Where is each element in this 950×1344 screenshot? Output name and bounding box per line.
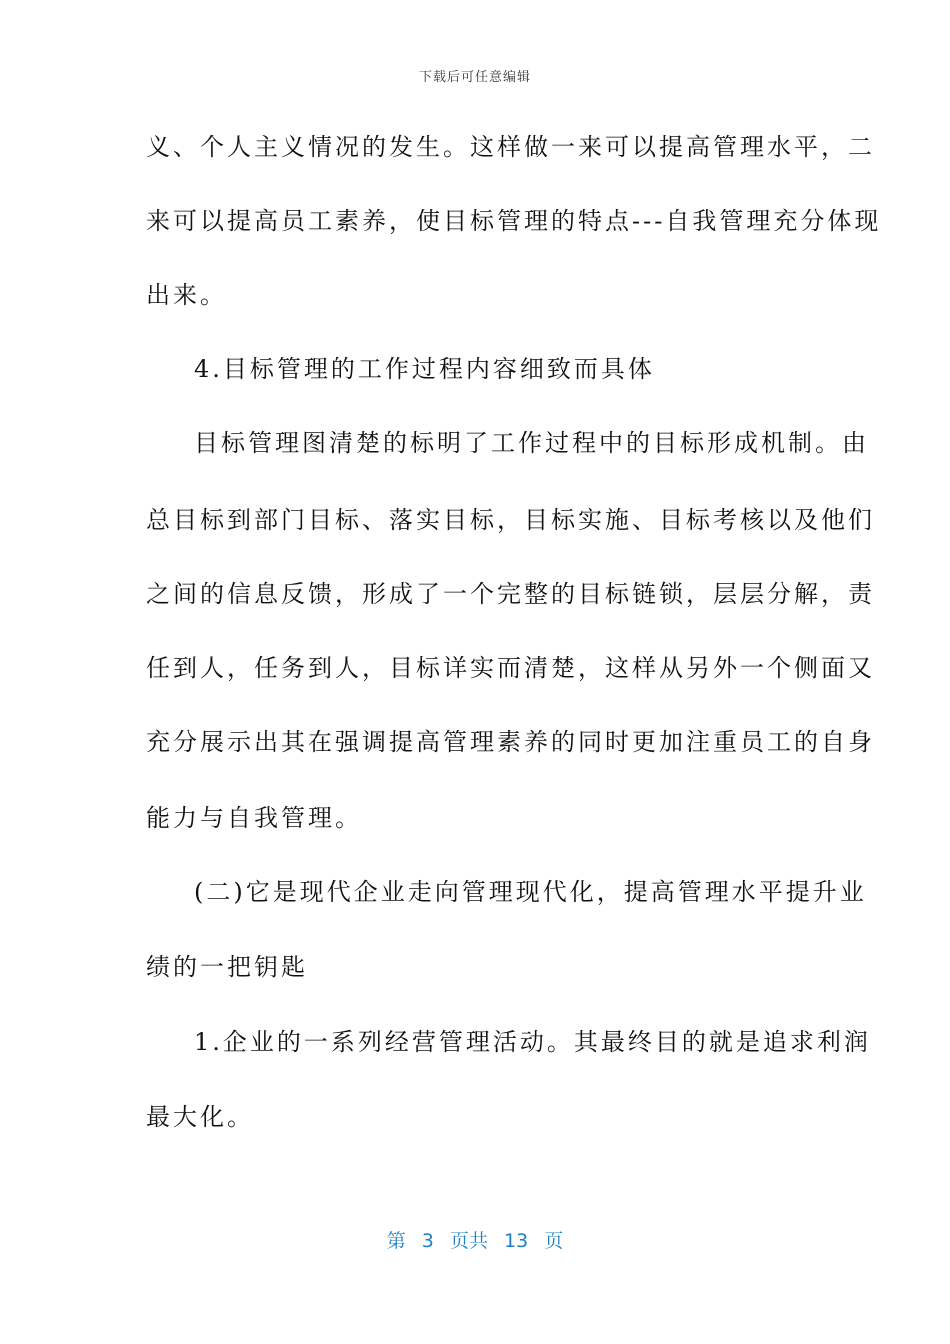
- body-line: 来可以提高员工素养，使目标管理的特点---自我管理充分体现: [146, 207, 882, 235]
- header-note: 下载后可任意编辑: [418, 70, 531, 85]
- total-page-count: 13: [504, 1230, 529, 1252]
- page-number-footer: [0, 1226, 950, 1253]
- footer-suffix: 页: [544, 1230, 564, 1252]
- section-heading: 1.企业的一系列经营管理活动。其最终目的就是追求利润: [194, 1028, 871, 1056]
- current-page-number: 3: [421, 1230, 434, 1252]
- body-line: 出来。: [146, 281, 227, 309]
- body-line: 之间的信息反馈，形成了一个完整的目标链锁，层层分解，责: [146, 580, 875, 608]
- body-line: 总目标到部门目标、落实目标，目标实施、目标考核以及他们: [146, 506, 875, 534]
- body-line: 充分展示出其在强调提高管理素养的同时更加注重员工的自身: [146, 728, 875, 756]
- body-line: 绩的一把钥匙: [146, 953, 308, 981]
- section-heading: (二)它是现代企业走向管理现代化，提高管理水平提升业: [194, 878, 867, 906]
- footer-prefix: 第: [386, 1230, 406, 1252]
- body-line: 目标管理图清楚的标明了工作过程中的目标形成机制。由: [194, 429, 869, 457]
- body-line: 最大化。: [146, 1103, 254, 1131]
- body-line: 任到人，任务到人，目标详实而清楚，这样从另外一个侧面又: [146, 654, 875, 682]
- section-heading: 4.目标管理的工作过程内容细致而具体: [194, 355, 655, 383]
- body-line: 能力与自我管理。: [146, 804, 362, 832]
- body-line: 义、个人主义情况的发生。这样做一来可以提高管理水平，二: [146, 133, 875, 161]
- footer-middle: 页共: [449, 1230, 488, 1252]
